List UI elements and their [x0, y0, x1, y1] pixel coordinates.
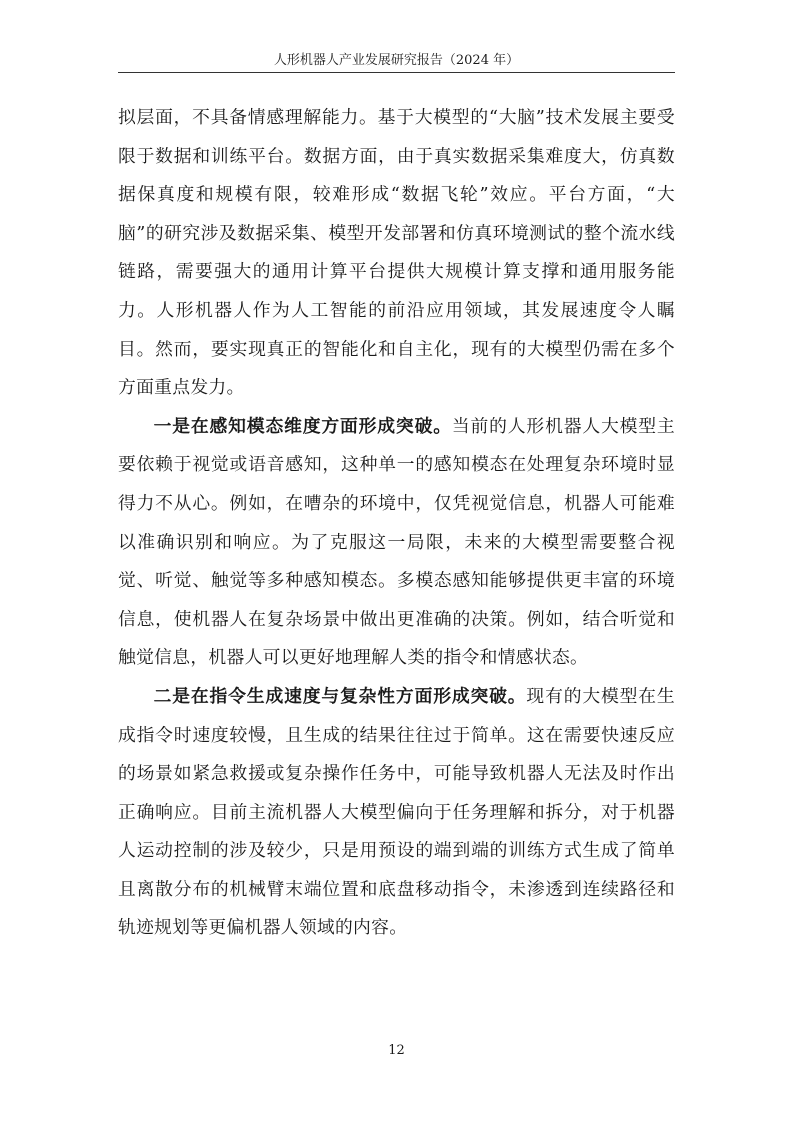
document-body	[118, 99, 675, 948]
paragraph-continued	[118, 99, 675, 408]
paragraph-text: 现有的大模型在生成指令时速度较慢，且生成的结果往往过于简单。这在需要快速反应的场景如紧急救援或复杂操作任务中，可能导致机器人无法及时作出正确响应。目前主流机器人大模型偏向于任务理解和拆分，对于机器人运动控制的涉及较少，只是用预设的端到端的训练方式生成了简单且离散分布的机械臂末端位置和底盘移动指令，未渗透到连续路径和轨迹规划等更偏机器人领域的内容。	[118, 685, 675, 939]
paragraph-instruction-breakthrough	[118, 678, 675, 948]
page-number: 12	[388, 1043, 405, 1058]
paragraph-lead-heading: 二是在指令生成速度与复杂性方面形成突破。	[153, 685, 527, 707]
paragraph-lead-heading: 一是在感知模态维度方面形成突破。	[153, 415, 452, 437]
paragraph-perception-breakthrough	[118, 408, 675, 678]
running-header: 人形机器人产业发展研究报告（2024 年）	[273, 53, 520, 68]
paragraph-text: 拟层面，不具备情感理解能力。基于大模型的“大脑”技术发展主要受限于数据和训练平台。数据方面，由于真实数据采集难度大，仿真数据保真度和规模有限，较难形成“数据飞轮”效应。平台方面，“大脑”的研究涉及数据采集、模型开发部署和仿真环境测试的整个流水线链路，需要强大的通用计算平台提供大规模计算支撑和通用服务能力。人形机器人作为人工智能的前沿应用领域，其发展速度令人瞩目。然而，要实现真正的智能化和自主化，现有的大模型仍需在多个方面重点发力。	[118, 107, 675, 399]
header-divider	[118, 72, 675, 73]
paragraph-text: 当前的人形机器人大模型主要依赖于视觉或语音感知，这种单一的感知模态在处理复杂环境时显得力不从心。例如，在嘈杂的环境中，仅凭视觉信息，机器人可能难以准确识别和响应。为了克服这一局限，未来的大模型需要整合视觉、听觉、触觉等多种感知模态。多模态感知能够提供更丰富的环境信息，使机器人在复杂场景中做出更准确的决策。例如，结合听觉和触觉信息，机器人可以更好地理解人类的指令和情感状态。	[118, 415, 675, 669]
